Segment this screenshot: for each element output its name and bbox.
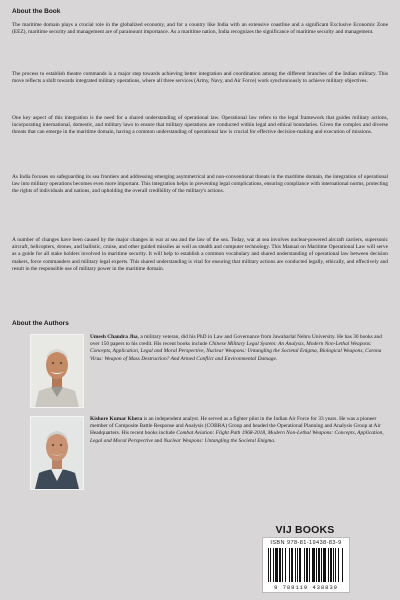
- barcode-bar: [304, 548, 305, 582]
- barcode-bar: [330, 548, 332, 582]
- author-books-list: Combat Aviation: Flight Path 1968-2018, Modern Non-Lethal Weapons: Concepts, Application, Legal and Moral Perspective: [90, 430, 384, 444]
- barcode-bar: [275, 548, 278, 582]
- barcode-bar: [309, 548, 310, 582]
- barcode-bar: [333, 548, 334, 582]
- isbn-barcode: [262, 537, 350, 593]
- author-name-umesh-chandra-jha: Umesh Chandra Jha: [90, 334, 138, 340]
- barcode-bar: [316, 548, 317, 582]
- barcode-bar: [268, 548, 269, 582]
- barcode-bar: [285, 548, 286, 582]
- barcode-bar: [291, 548, 293, 582]
- author-bio-text: , a military veteran, did his PhD in Law and Governance from Jawaharlal Nehru University. He has 30 books and over 150 papers to his credit. His recent books include: [90, 334, 382, 348]
- barcode-bar: [342, 548, 343, 582]
- barcode-bar: [279, 548, 281, 582]
- author-photo-kishore-kumar-khera: [30, 416, 84, 490]
- barcode-bar: [321, 548, 322, 582]
- about-book-paragraph-1: The maritime domain plays a crucial role in the globalized economy, and for a country like India with an extensive coastline and a significant Exclusive Economic Zone (EEZ), maritime security and management are of paramount importance. As a maritime nation, India recognizes the significance of maritime security and management.: [12, 22, 388, 36]
- about-authors-heading: About the Authors: [12, 320, 69, 327]
- author-bio-umesh-chandra-jha: [90, 334, 386, 363]
- barcode-bar: [282, 548, 283, 582]
- barcode-bar: [328, 548, 329, 582]
- author-name-kishore-kumar-khera: Kishore Kumar Khera: [90, 416, 143, 422]
- author-bio-text: is an independent analyst. He served as a fighter pilot in the Indian Air Force for 33 years. He was a pioneer member of Composite Battle Response and Analysis (COBRA) Group and headed the Operational Planning and Analysis Group at Air Headquarters. His recent books include: [90, 416, 381, 437]
- about-book-paragraph-5: A number of changes have been caused by the major changes in war at sea and the law of the sea. Today, war at sea involves nuclear-powered aircraft carriers, supersonic aircraft, helicopters, drones, and ballistic, cruise, and other guided missiles as well as stealth and computer technology. This Manual on Maritime Operational Law will serve as a guide for all stake holders involved in maritime security. It will help to establish a common vocabulary and shared understanding of operational law between decision makers, force commanders and military legal experts. This shared understanding is vital for ensuring that military actions are conducted legally, ethically, and effectively and result in the responsible use of military power in the maritime domain.: [12, 237, 388, 272]
- barcode-bar: [323, 548, 326, 582]
- barcode-bar: [289, 548, 290, 582]
- author-photo-umesh-chandra-jha: [30, 334, 84, 408]
- barcode-bar: [338, 548, 339, 582]
- about-book-paragraph-2: The process to establish theatre commands is a major step towards achieving better integration and coordination among the different branches of the Indian military. This move reflects a shift towards integrated military operations, where all three services (Army, Navy, and Air Force) work synchronously to achieve military objectives.: [12, 71, 388, 85]
- barcode-graphic: [268, 548, 344, 582]
- barcode-bar: [297, 548, 298, 582]
- about-book-paragraph-3: One key aspect of this integration is the need for a shared understanding of operational law. Operational law refers to the legal framework that guides military actions, incorporating international, domestic, and military laws to ensure that military operations are conducted within legal and ethical boundaries. Given the complex and diverse threats that can emerge in the maritime domain, having a common understanding of operational law is crucial for effective decision-making and execution of missions.: [12, 115, 388, 136]
- about-book-heading: About the Book: [12, 8, 61, 15]
- barcode-bar: [312, 548, 315, 582]
- barcode-bar: [295, 548, 296, 582]
- author-books-list: Chinese Military Legal System: An Analysis, Modern Non-Lethal Weapons: Concepts, Application, Legal and Moral Perspective, Nuclear Weapons: Untangling the Societal Enigma, Biological Weapons, Corona Virus: Weapon of Mass Destruction? And Armed Conflict and Environmental Damage.: [90, 341, 382, 362]
- author-bio-conjunction: and: [153, 437, 164, 444]
- barcode-bar: [335, 548, 336, 582]
- publisher-name: VIJ BOOKS: [275, 524, 335, 536]
- about-book-paragraph-4: As India focuses on safeguarding its sea frontiers and addressing emerging asymmetrical and non-conventional threats in the maritime domain, the integration of operational law into military operations becomes even more important. This integration helps in preventing legal complications, ensuring compliance with international norms, protecting the rights of individuals and nations, and upholding the overall credibility of the military's actions.: [12, 174, 388, 195]
- barcode-digits: 9 788119 438839: [274, 584, 338, 591]
- isbn-label: ISBN 978-81-19438-83-9: [270, 540, 342, 546]
- barcode-bar: [273, 548, 274, 582]
- barcode-bar: [318, 548, 320, 582]
- barcode-bar: [299, 548, 301, 582]
- barcode-bar: [306, 548, 308, 582]
- barcode-bar: [270, 548, 271, 582]
- author-bio-kishore-kumar-khera: [90, 416, 386, 445]
- author-books-list-2: Nuclear Weapons: Untangling the Societal Enigma: [163, 437, 274, 444]
- author-bio-end: .: [273, 437, 276, 444]
